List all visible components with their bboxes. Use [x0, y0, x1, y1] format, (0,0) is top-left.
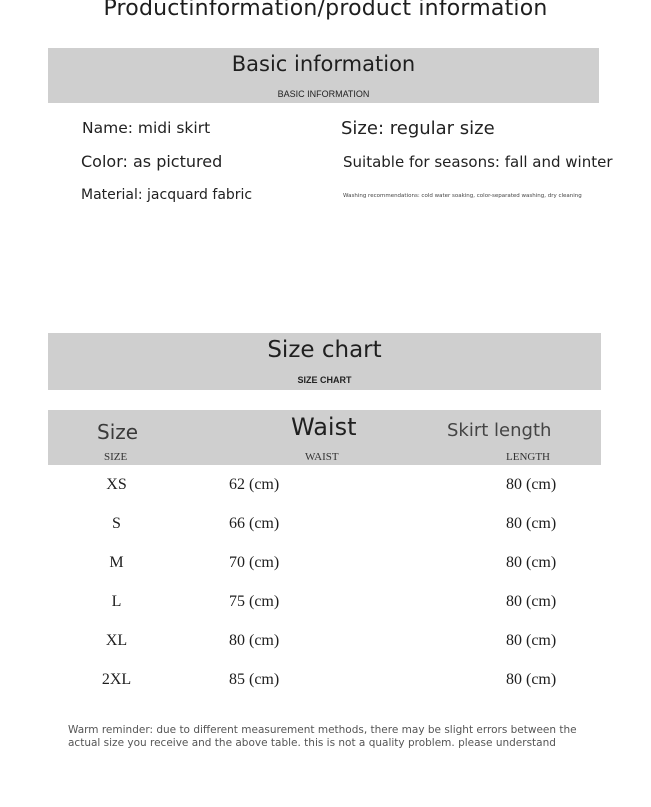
- table-row: [48, 544, 601, 583]
- cell-waist: 62 (cm): [229, 476, 280, 493]
- size-chart-title: Size chart: [267, 337, 382, 363]
- product-color: Color: as pictured: [81, 152, 223, 171]
- cell-waist: 75 (cm): [229, 593, 280, 610]
- cell-length: 80 (cm): [506, 632, 557, 649]
- table-row: [48, 622, 601, 661]
- table-row: [48, 466, 601, 505]
- column-header-size: Size: [97, 420, 139, 444]
- size-chart-header: [48, 333, 601, 390]
- cell-size: 2XL: [101, 671, 132, 688]
- size-chart-subtitle: SIZE CHART: [297, 375, 352, 385]
- page-title: Productinformation/product information: [103, 0, 548, 21]
- size-table-header: [48, 410, 601, 465]
- cell-waist: 70 (cm): [229, 554, 280, 571]
- washing-recommendations: Washing recommendations: cold water soaking, color-separated washing, dry cleaning: [343, 193, 582, 199]
- cell-size: L: [111, 593, 122, 610]
- cell-waist: 66 (cm): [229, 515, 280, 532]
- cell-waist: 85 (cm): [229, 671, 280, 688]
- cell-length: 80 (cm): [506, 476, 557, 493]
- column-subheader-waist: WAIST: [305, 451, 339, 463]
- product-name: Name: midi skirt: [82, 119, 211, 137]
- cell-length: 80 (cm): [506, 554, 557, 571]
- column-subheader-size: SIZE: [104, 451, 128, 463]
- product-material: Material: jacquard fabric: [81, 187, 253, 203]
- cell-size: XL: [105, 632, 128, 649]
- cell-length: 80 (cm): [506, 515, 557, 532]
- product-size: Size: regular size: [341, 118, 495, 139]
- cell-waist: 80 (cm): [229, 632, 280, 649]
- cell-size: M: [109, 554, 124, 571]
- cell-size: XS: [106, 476, 127, 493]
- column-header-waist: Waist: [291, 413, 357, 441]
- cell-size: S: [112, 515, 121, 532]
- table-row: [48, 505, 601, 544]
- size-table-body: [48, 466, 601, 700]
- cell-length: 80 (cm): [506, 593, 557, 610]
- column-header-length: Skirt length: [447, 420, 552, 441]
- table-row: [48, 583, 601, 622]
- product-season: Suitable for seasons: fall and winter: [343, 153, 613, 171]
- basic-info-subtitle: BASIC INFORMATION: [277, 89, 370, 99]
- table-row: [48, 661, 601, 700]
- basic-info-title: Basic information: [231, 52, 416, 76]
- column-subheader-length: LENGTH: [506, 451, 550, 463]
- cell-length: 80 (cm): [506, 671, 557, 688]
- warm-reminder: Warm reminder: due to different measurement methods, there may be slight errors between the actual size you receive and the above table. this is not a quality problem. please understand: [68, 724, 577, 749]
- basic-info-header: [48, 48, 599, 103]
